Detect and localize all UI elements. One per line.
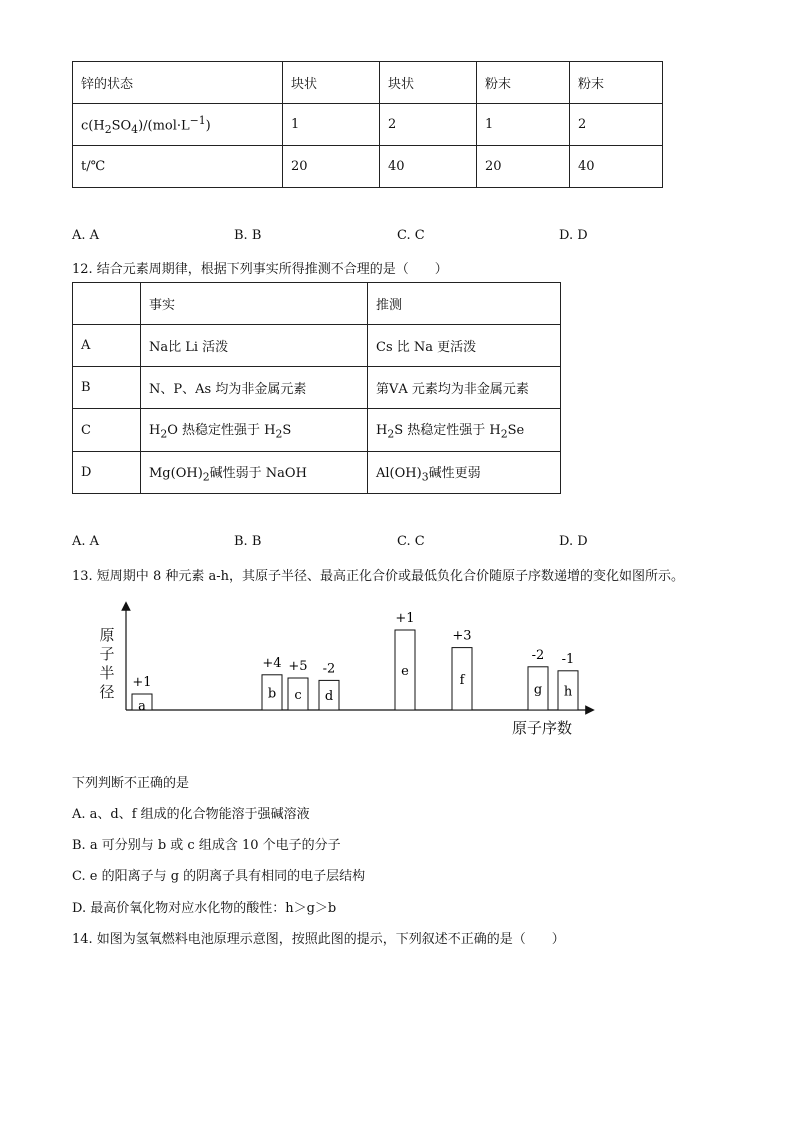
bar-label-a: a: [138, 699, 146, 714]
table-cell: 20: [283, 146, 380, 188]
table-cell: t/℃: [73, 146, 283, 188]
table-cell: 粉末: [477, 62, 570, 104]
valence-label-g: -2: [531, 647, 545, 663]
y-axis-label: [99, 626, 114, 701]
option-a[interactable]: A. A: [72, 228, 100, 243]
table-cell: $Mg(OH)_2$碱性弱于 NaOH: [141, 452, 368, 494]
table-cell: 1: [283, 104, 380, 146]
table-cell: $H_2S$ 热稳定性强于 $H_2Se$: [368, 409, 561, 452]
periodic-law-table: [72, 282, 561, 494]
bar-label-e: e: [401, 664, 409, 679]
valence-label-h: -1: [561, 651, 575, 667]
option-b[interactable]: B. B: [234, 228, 262, 243]
option-d[interactable]: D. D: [559, 228, 588, 243]
q12-options: [72, 534, 632, 552]
q13-stem: 13. 短周期中 8 种元素 a-h，其原子半径、最高正化合价或最低负化合价随原子序数递增的变化如图所示。: [72, 569, 684, 584]
x-axis-label: 原子序数: [511, 719, 573, 737]
table-cell: Na比 Li 活泼: [141, 325, 368, 367]
choice-a[interactable]: A. a、d、f 组成的化合物能溶于强碱溶液: [72, 807, 310, 822]
option-c[interactable]: C. C: [397, 534, 425, 549]
table-cell: 40: [570, 146, 663, 188]
valence-label-d: -2: [322, 661, 336, 677]
bar-label-g: g: [533, 682, 543, 698]
table-cell: 事实: [141, 283, 368, 325]
table-cell: C: [73, 409, 141, 452]
option-d[interactable]: D. D: [559, 534, 588, 549]
table-cell: 块状: [283, 62, 380, 104]
option-c[interactable]: C. C: [397, 228, 425, 243]
bar-label-h: h: [563, 684, 573, 700]
valence-label-e: +1: [395, 611, 415, 626]
table-cell: A: [73, 325, 141, 367]
table-cell: 锌的状态: [73, 62, 283, 104]
table-cell: [73, 283, 141, 325]
svg-text:原子半径: 原子半径: [99, 626, 115, 701]
choice-c[interactable]: C. e 的阳离子与 g 的阴离子具有相同的电子层结构: [72, 869, 366, 884]
table-cell: Cs 比 Na 更活泼: [368, 325, 561, 367]
q13-prompt: 下列判断不正确的是: [72, 776, 190, 791]
table-cell: 第ⅤA 元素均为非金属元素: [368, 367, 561, 409]
table-cell: D: [73, 452, 141, 494]
table-cell: 2: [570, 104, 663, 146]
table-cell: $Al(OH)_3$碱性更弱: [368, 452, 561, 494]
option-b[interactable]: B. B: [234, 534, 262, 549]
table-cell: N、P、As 均为非金属元素: [141, 367, 368, 409]
bar-label-d: d: [324, 689, 334, 705]
table-cell: B: [73, 367, 141, 409]
table-cell: 1: [477, 104, 570, 146]
choice-d[interactable]: D. 最高价氧化物对应水化物的酸性：h＞g＞b: [72, 901, 337, 916]
atomic-radius-chart: [90, 600, 600, 745]
table-cell: 2: [380, 104, 477, 146]
table-cell: $H_2O$ 热稳定性强于 $H_2S$: [141, 409, 368, 452]
valence-label-c: +5: [288, 659, 308, 674]
table-cell: 40: [380, 146, 477, 188]
q11-options: [72, 228, 632, 246]
valence-label-f: +3: [452, 628, 472, 644]
bar-label-c: c: [294, 688, 302, 703]
table-cell: 20: [477, 146, 570, 188]
q14-stem: 14. 如图为氢氧燃料电池原理示意图，按照此图的提示，下列叙述不正确的是（ ）: [72, 932, 565, 947]
table-cell: 块状: [380, 62, 477, 104]
option-a[interactable]: A. A: [72, 534, 100, 549]
valence-label-b: +4: [262, 655, 282, 671]
table-cell: 推测: [368, 283, 561, 325]
bar-label-f: f: [459, 672, 465, 688]
bar-label-b: b: [267, 686, 277, 702]
valence-label-a: +1: [132, 675, 152, 690]
table-cell: 粉末: [570, 62, 663, 104]
choice-b[interactable]: B. a 可分别与 b 或 c 组成含 10 个电子的分子: [72, 838, 341, 853]
q12-stem: 12. 结合元素周期律，根据下列事实所得推测不合理的是（ ）: [72, 262, 448, 277]
table-cell: $c(H_2SO_4)/(mol\cdot L^{-1})$: [73, 104, 283, 146]
zinc-condition-table: [72, 61, 663, 188]
